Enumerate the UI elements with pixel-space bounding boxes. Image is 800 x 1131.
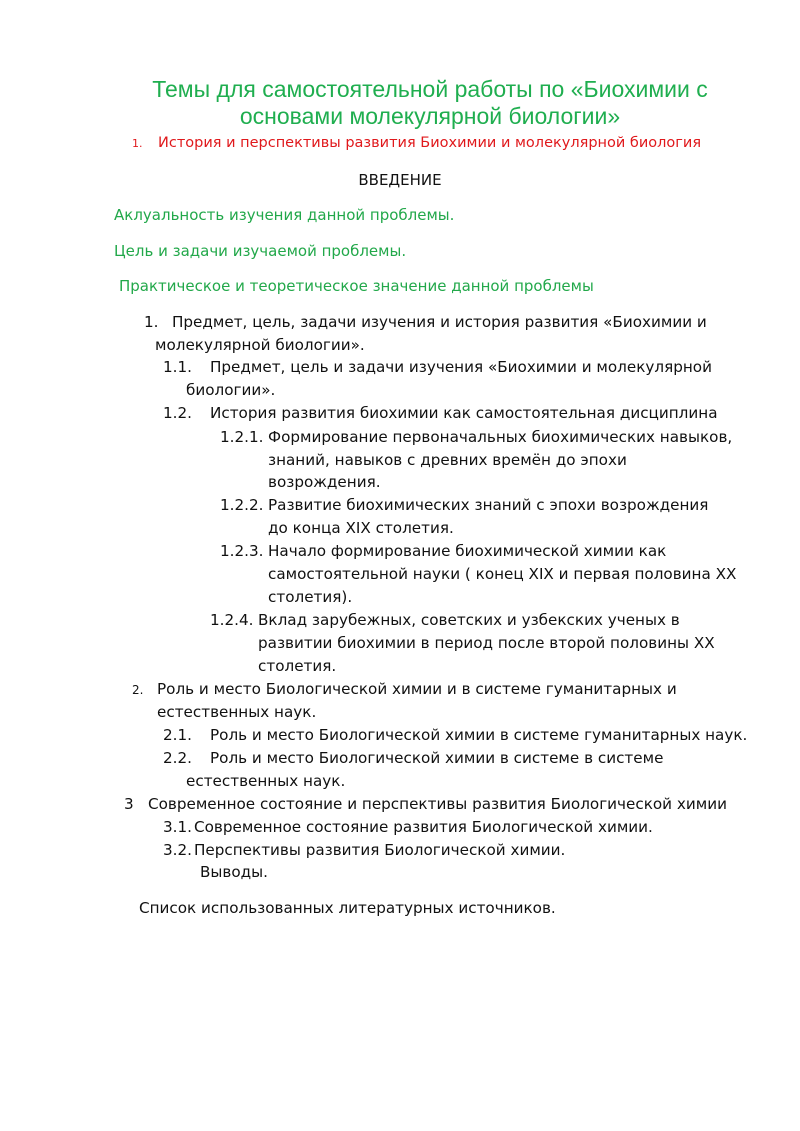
outline-item-1-2-3-cont2: столетия).	[268, 588, 353, 606]
outline-text: Современное состояние развития Биологической химии.	[194, 818, 653, 836]
title-line-2: основами молекулярной биологии»	[239, 103, 621, 129]
outline-text: История развития биохимии как самостоятельная дисциплина	[210, 404, 718, 422]
outline-number: 2.1.	[163, 726, 192, 744]
topic-text: История и перспективы развития Биохимии и молекулярной биология	[158, 135, 702, 151]
outline-text: Вклад зарубежных, советских и узбекских ученых в	[258, 611, 680, 629]
outline-item-3-1	[163, 818, 653, 836]
outline-item-2-2-cont: естественных наук.	[186, 772, 346, 790]
outline-number: 2.	[132, 683, 144, 697]
outline-text: Перспективы развития Биологической химии.	[194, 841, 566, 859]
intro-heading: ВВЕДЕНИЕ	[358, 171, 442, 189]
outline-number: 1.2.4.	[210, 611, 254, 629]
outline-number: 1.1.	[163, 358, 192, 376]
outline-item-1	[144, 313, 707, 331]
outline-item-1-2	[163, 404, 718, 422]
title-line-1: Темы для самостоятельной работы по «Биохимии с	[152, 76, 708, 102]
outline-number: 1.2.	[163, 404, 192, 422]
outline-item-1-2-3-cont: самостоятельной науки ( конец XIX и первая половина XX	[268, 565, 737, 583]
outline-text: Формирование первоначальных биохимических навыков,	[268, 428, 733, 446]
document-title	[60, 76, 800, 130]
outline-item-1-cont: молекулярной биологии».	[155, 336, 365, 354]
outline-text: Начало формирование биохимической химии как	[268, 542, 667, 560]
outline-text: Предмет, цель, задачи изучения и история развития «Биохимии и	[172, 313, 707, 331]
outline-text: Роль и место Биологической химии в системе гуманитарных наук.	[210, 726, 748, 744]
outline-text: Развитие биохимических знаний с эпохи возрождения	[268, 496, 709, 514]
outline-number: 2.2.	[163, 749, 192, 767]
topic-heading	[132, 135, 701, 151]
outline-item-1-2-1-cont: знаний, навыков с древних времён до эпохи	[268, 451, 627, 469]
outline-item-2-1	[163, 726, 747, 744]
outline-item-3	[124, 795, 727, 813]
intro-item-goals: Цель и задачи изучаемой проблемы.	[114, 242, 407, 260]
outline-number: 3.1.	[163, 818, 192, 836]
outline-item-1-2-4-cont: развитии биохимии в период после второй половины XX	[258, 634, 715, 652]
outline-text: Современное состояние и перспективы развития Биологической химии	[148, 795, 727, 813]
outline-item-1-1-cont: биологии».	[186, 381, 276, 399]
intro-item-relevance: Аклуальность изучения данной проблемы.	[114, 206, 455, 224]
outline-text: Роль и место Биологической химии в системе в системе	[210, 749, 664, 767]
outline-number: 3.2.	[163, 841, 192, 859]
outline-item-1-2-4	[210, 611, 680, 629]
outline-item-1-2-3	[220, 542, 666, 560]
outline-number: 1.	[144, 313, 159, 331]
conclusions: Выводы.	[200, 863, 268, 881]
outline-number: 1.2.2.	[220, 496, 264, 514]
outline-item-1-2-1	[220, 428, 732, 446]
outline-item-2	[132, 680, 677, 698]
topic-number: 1.	[132, 137, 143, 150]
outline-item-1-1	[163, 358, 712, 376]
outline-item-1-2-1-cont2: возрождения.	[268, 473, 381, 491]
outline-item-1-2-2-cont: до конца XIX столетия.	[268, 519, 454, 537]
outline-number: 1.2.1.	[220, 428, 264, 446]
outline-text: Роль и место Биологической химии и в системе гуманитарных и	[157, 680, 677, 698]
outline-number: 3	[124, 795, 134, 813]
outline-item-2-cont: естественных наук.	[157, 703, 317, 721]
intro-item-significance: Практическое и теоретическое значение данной проблемы	[119, 277, 594, 295]
outline-item-1-2-2	[220, 496, 708, 514]
outline-text: Предмет, цель и задачи изучения «Биохимии и молекулярной	[210, 358, 712, 376]
outline-number: 1.2.3.	[220, 542, 264, 560]
outline-item-2-2	[163, 749, 663, 767]
outline-item-3-2	[163, 841, 565, 859]
references: Список использованных литературных источников.	[139, 899, 556, 917]
outline-item-1-2-4-cont2: столетия.	[258, 657, 337, 675]
